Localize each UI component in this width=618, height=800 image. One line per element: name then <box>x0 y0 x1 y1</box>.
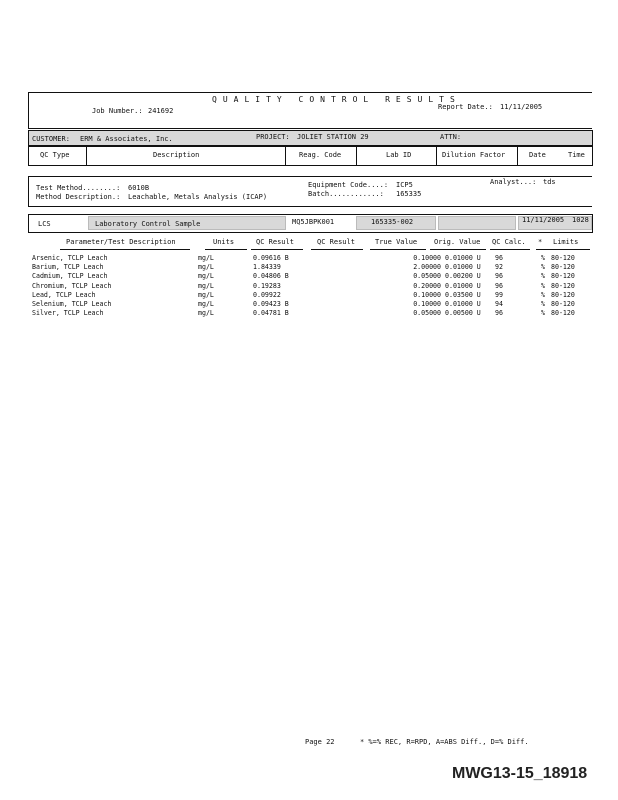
result-star: % <box>541 300 545 309</box>
col-divider <box>356 146 357 165</box>
result-parameter: Arsenic, TCLP Leach <box>32 254 108 262</box>
result-units: mg/L <box>198 254 214 262</box>
project-name: JOLIET STATION 29 <box>297 133 369 141</box>
col-divider <box>517 146 518 165</box>
qc-type: LCS <box>38 220 51 228</box>
result-orig-value: 0.00200 U <box>445 272 481 281</box>
batch: 165335 <box>396 190 422 198</box>
header-top-rule <box>28 92 592 93</box>
result-orig-value: 0.00500 U <box>445 309 481 318</box>
result-qc-result: 1.84339 <box>253 263 281 272</box>
test-method-label: Test Method........: <box>36 184 121 192</box>
results-header-underline <box>205 249 247 250</box>
results-header-limits: Limits <box>553 238 579 246</box>
results-header-qc-result-2: QC Result <box>317 238 355 246</box>
header-reag-code: Reag. Code <box>299 151 342 159</box>
result-orig-value: 0.01000 U <box>445 281 481 290</box>
equipment-code: ICP5 <box>396 181 413 189</box>
results-header-underline <box>430 249 486 250</box>
result-star: % <box>541 281 545 290</box>
batch-label: Batch............: <box>308 190 384 198</box>
table-row <box>32 272 591 281</box>
result-units: mg/L <box>198 300 214 309</box>
result-qc-calc: 96 <box>495 309 503 318</box>
report-date: 11/11/2005 <box>500 103 543 111</box>
method-description: Leachable, Metals Analysis (ICAP) <box>128 193 268 201</box>
result-units: mg/L <box>198 272 214 281</box>
results-header-qc-result: QC Result <box>256 238 294 246</box>
qc-description: Laboratory Control Sample <box>95 220 201 228</box>
job-number-label: Job Number.: <box>92 107 143 115</box>
attn-label: ATTN: <box>440 133 462 141</box>
result-orig-value: 0.03500 U <box>445 290 481 299</box>
header-lab-id: Lab ID <box>386 151 412 159</box>
result-units: mg/L <box>198 309 214 318</box>
result-parameter: Barium, TCLP Leach <box>32 263 104 272</box>
result-units: mg/L <box>198 290 214 299</box>
result-star: % <box>541 309 545 318</box>
col-divider <box>285 146 286 165</box>
method-description-label: Method Description.: <box>36 193 121 201</box>
result-limits: 80-120 <box>551 254 575 262</box>
results-header-underline <box>251 249 303 250</box>
method-bottom-rule <box>28 206 592 207</box>
customer-label: CUSTOMER: <box>32 135 70 143</box>
qc-time: 1028 <box>572 216 589 224</box>
result-qc-calc: 96 <box>495 281 503 290</box>
result-limits: 80-120 <box>551 290 575 299</box>
test-method: 6010B <box>128 184 150 192</box>
table-row <box>32 300 591 309</box>
results-header-qc-calc: QC Calc. <box>492 238 526 246</box>
table-row <box>32 309 591 318</box>
qc-date: 11/11/2005 <box>522 216 565 224</box>
result-true-value: 0.05000 <box>413 272 441 281</box>
result-qc-result: 0.19283 <box>253 281 281 290</box>
results-header-units: Units <box>213 238 235 246</box>
result-star: % <box>541 254 545 262</box>
page-number: Page 22 <box>305 738 335 746</box>
results-header-true-value: True Value <box>375 238 418 246</box>
table-row <box>32 282 591 291</box>
qc-reag-code: MQ5JBPK001 <box>292 218 335 226</box>
result-orig-value: 0.01000 U <box>445 254 481 262</box>
report-title: QUALITY CONTROL RESULTS <box>212 95 461 104</box>
project-label: PROJECT: <box>256 133 290 141</box>
result-star: % <box>541 263 545 272</box>
header-qc-type: QC Type <box>40 151 70 159</box>
result-units: mg/L <box>198 281 214 290</box>
result-true-value: 0.20000 <box>413 281 441 290</box>
result-qc-result: 0.09922 <box>253 290 281 299</box>
col-divider <box>86 146 87 165</box>
header-left-rule <box>28 92 29 128</box>
header-time: Time <box>568 151 585 159</box>
header-dilution-factor: Dilution Factor <box>442 151 506 159</box>
table-row <box>32 254 591 263</box>
footer-legend: * %=% REC, R=RPD, A=ABS Diff., D=% Diff. <box>360 738 529 746</box>
qc-dilution-cell <box>438 216 516 230</box>
result-qc-result: 0.04806 B <box>253 272 289 281</box>
result-limits: 80-120 <box>551 263 575 272</box>
result-units: mg/L <box>198 263 214 272</box>
col-divider <box>436 146 437 165</box>
result-orig-value: 0.01000 U <box>445 263 481 272</box>
result-limits: 80-120 <box>551 309 575 318</box>
result-parameter: Selenium, TCLP Leach <box>32 300 112 309</box>
result-qc-calc: 96 <box>495 254 503 262</box>
result-qc-calc: 92 <box>495 263 503 272</box>
result-parameter: Lead, TCLP Leach <box>32 290 96 299</box>
result-star: % <box>541 272 545 281</box>
result-true-value: 0.05000 <box>413 309 441 318</box>
result-qc-calc: 96 <box>495 272 503 281</box>
results-header-underline <box>370 249 426 250</box>
result-qc-result: 0.09423 B <box>253 300 289 309</box>
analyst: tds <box>543 178 556 186</box>
results-header-orig-value: Orig. Value <box>434 238 481 246</box>
result-qc-calc: 94 <box>495 300 503 309</box>
customer-name: ERM & Associates, Inc. <box>80 135 173 143</box>
header-description: Description <box>153 151 200 159</box>
analyst-label: Analyst...: <box>490 178 537 186</box>
qc-lab-id: 165335-002 <box>371 218 414 226</box>
results-header-underline <box>490 249 530 250</box>
result-true-value: 0.10000 <box>413 254 441 262</box>
results-header-underline <box>60 249 190 250</box>
result-limits: 80-120 <box>551 272 575 281</box>
document-id: MWG13-15_18918 <box>452 765 588 782</box>
result-orig-value: 0.01000 U <box>445 300 481 309</box>
result-true-value: 0.10000 <box>413 290 441 299</box>
result-parameter: Cadmium, TCLP Leach <box>32 272 108 281</box>
results-header-star: * <box>538 238 543 246</box>
result-true-value: 2.00000 <box>413 263 441 272</box>
results-header-underline <box>311 249 363 250</box>
result-true-value: 0.10000 <box>413 300 441 309</box>
result-parameter: Chromium, TCLP Leach <box>32 281 112 290</box>
results-table <box>32 254 591 318</box>
header-bottom-rule <box>28 128 592 129</box>
result-qc-result: 0.04781 B <box>253 309 289 318</box>
report-date-label: Report Date.: <box>438 103 493 111</box>
table-row <box>32 263 591 272</box>
results-header-underline <box>536 249 590 250</box>
method-top-rule <box>28 176 592 177</box>
result-star: % <box>541 290 545 299</box>
header-date: Date <box>529 151 546 159</box>
method-left-rule <box>28 176 29 206</box>
result-qc-result: 0.09616 B <box>253 254 289 262</box>
results-header-parameter: Parameter/Test Description <box>66 238 176 246</box>
result-parameter: Silver, TCLP Leach <box>32 309 104 318</box>
equipment-code-label: Equipment Code....: <box>308 181 389 189</box>
result-qc-calc: 99 <box>495 290 503 299</box>
result-limits: 80-120 <box>551 281 575 290</box>
job-number: 241692 <box>148 107 174 115</box>
table-row <box>32 291 591 300</box>
result-limits: 80-120 <box>551 300 575 309</box>
